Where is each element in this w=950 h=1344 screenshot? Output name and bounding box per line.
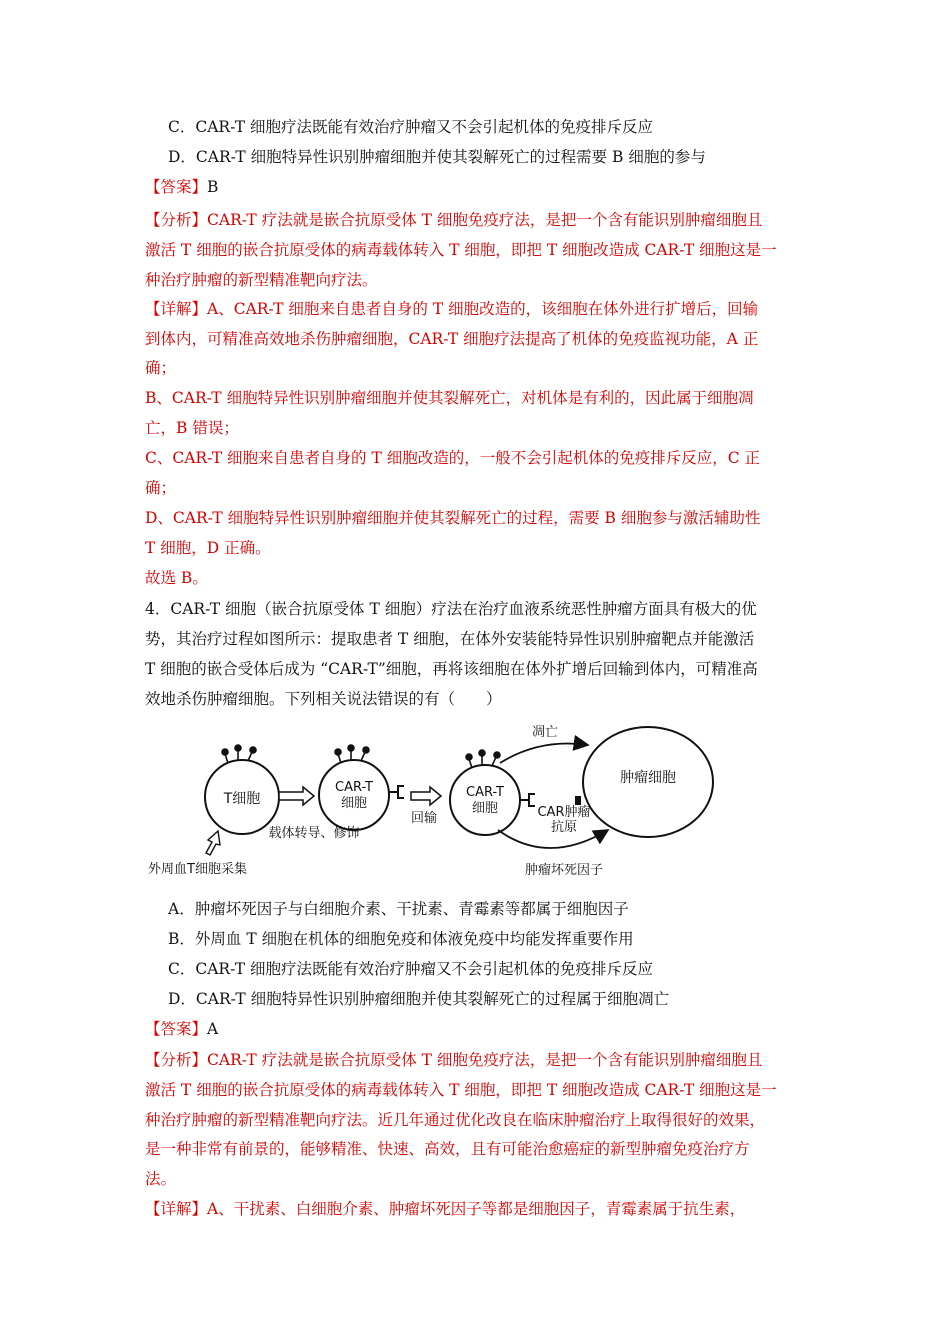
detail-text: B、CAR-T 细胞特异性识别肿瘤细胞并使其裂解死亡，对机体是有利的，因此属于细胞凋	[145, 389, 754, 407]
option-d: D．CAR-T 细胞特异性识别肿瘤细胞并使其裂解死亡的过程需要 B 细胞的参与	[168, 148, 706, 166]
apoptosis-label: 凋亡	[531, 725, 559, 740]
antigen-icon	[575, 796, 581, 805]
analysis-line	[145, 1050, 762, 1070]
option-b: B．外周血 T 细胞在机体的细胞免疫和体液免疫中均能发挥重要作用	[168, 930, 634, 948]
transduction-label: 载体转导、修饰	[268, 826, 360, 841]
detail-text: D、CAR-T 细胞特异性识别肿瘤细胞并使其裂解死亡的过程，需要 B 细胞参与激活辅助性	[145, 509, 761, 527]
car-t-label: CAR-T	[335, 780, 373, 795]
analysis-text: 激活 T 细胞的嵌合抗原受体的病毒载体转入 T 细胞，即把 T 细胞改造成 CAR-T 细胞这是一	[145, 241, 777, 259]
detail-text: 亡，B 错误；	[145, 419, 239, 437]
answer-value: B	[207, 178, 219, 196]
detail-text: 确；	[145, 359, 177, 377]
option-c: C．CAR-T 细胞疗法既能有效治疗肿瘤又不会引起机体的免疫排斥反应	[168, 960, 654, 978]
analysis-tag: 【分析】	[145, 1051, 208, 1069]
collect-label: 外周血T细胞采集	[148, 862, 247, 877]
answer-line	[145, 177, 218, 197]
analysis-text: 是一种非常有前景的，能够精准、快速、高效，且有可能治愈癌症的新型肿瘤免疫治疗方	[145, 1140, 750, 1158]
car-receptor-icon	[520, 794, 535, 806]
answer-tag: 【答案】	[145, 178, 208, 196]
analysis-text: CAR-T 疗法就是嵌合抗原受体 T 细胞免疫疗法，是把一个含有能识别肿瘤细胞且	[207, 211, 763, 229]
option-c: C．CAR-T 细胞疗法既能有效治疗肿瘤又不会引起机体的免疫排斥反应	[168, 118, 654, 136]
t-cell-label: T细胞	[223, 791, 261, 807]
analysis-text: 种治疗肿瘤的新型精准靶向疗法。	[145, 271, 378, 289]
detail-text: A、CAR-T 细胞来自患者自身的 T 细胞改造的，该细胞在体外进行扩增后，回输	[207, 300, 759, 318]
detail-text: A、干扰素、白细胞介素、肿瘤坏死因子等都是细胞因子，青霉素属于抗生素，	[207, 1200, 746, 1218]
apoptosis-arrow-icon	[500, 743, 588, 763]
analysis-text: CAR-T 疗法就是嵌合抗原受体 T 细胞免疫疗法，是把一个含有能识别肿瘤细胞且	[207, 1051, 763, 1069]
tumor-cell-label: 肿瘤细胞	[620, 770, 676, 786]
answer-value: A	[207, 1020, 219, 1038]
car-t-label: 细胞	[471, 801, 499, 816]
answer-line	[145, 1019, 218, 1039]
car-t-cell-circle	[450, 765, 520, 835]
tnf-label: 肿瘤坏死因子	[524, 863, 604, 878]
analysis-tag: 【分析】	[145, 211, 208, 229]
reinfusion-label: 回输	[410, 811, 438, 826]
car-antigen-label: 抗原	[550, 820, 578, 835]
analysis-text: 激活 T 细胞的嵌合抗原受体的病毒载体转入 T 细胞，即把 T 细胞改造成 CAR-T 细胞这是一	[145, 1081, 777, 1099]
analysis-line	[145, 210, 762, 230]
option-a: A．肿瘤坏死因子与白细胞介素、干扰素、青霉素等都属于细胞因子	[168, 900, 629, 918]
car-receptor-icon	[389, 786, 404, 798]
detail-text: 到体内，可精准高效地杀伤肿瘤细胞，CAR-T 细胞疗法提高了机体的免疫监视功能，A 正	[145, 330, 759, 348]
detail-tag: 【详解】	[145, 1200, 208, 1218]
detail-line	[145, 1199, 745, 1219]
question-stem: 效地杀伤肿瘤细胞。下列相关说法错误的有（ ）	[145, 690, 502, 708]
collect-arrow-icon	[206, 831, 220, 855]
conclusion: 故选 B。	[145, 569, 208, 587]
car-t-label: 细胞	[340, 796, 368, 811]
question-stem: 4．CAR-T 细胞（嵌合抗原受体 T 细胞）疗法在治疗血液系统恶性肿瘤方面具有极大的优	[145, 600, 757, 618]
question-stem: 势，其治疗过程如图所示：提取患者 T 细胞，在体外安装能特异性识别肿瘤靶点并能激活	[145, 630, 755, 648]
car-antigen-label: CAR肿瘤	[537, 805, 591, 820]
detail-text: C、CAR-T 细胞来自患者自身的 T 细胞改造的，一般不会引起机体的免疫排斥反应，C 正	[145, 449, 761, 467]
car-t-therapy-diagram	[148, 718, 728, 883]
question-stem: T 细胞的嵌合受体后成为 “CAR-T”细胞，再将该细胞在体外扩增后回输到体内，可精准高	[145, 660, 758, 678]
process-arrow-icon	[411, 787, 441, 805]
option-d: D．CAR-T 细胞特异性识别肿瘤细胞并使其裂解死亡的过程属于细胞凋亡	[168, 990, 670, 1008]
car-t-cell-circle	[319, 760, 389, 830]
process-arrow-icon	[279, 787, 314, 805]
detail-line	[145, 299, 758, 319]
car-t-label: CAR-T	[466, 785, 504, 800]
answer-tag: 【答案】	[145, 1020, 208, 1038]
analysis-text: 种治疗肿瘤的新型精准靶向疗法。近几年通过优化改良在临床肿瘤治疗上取得很好的效果，	[145, 1111, 766, 1129]
analysis-text: 法。	[145, 1170, 177, 1188]
detail-text: 确；	[145, 479, 177, 497]
detail-text: T 细胞，D 正确。	[145, 539, 271, 557]
detail-tag: 【详解】	[145, 300, 208, 318]
